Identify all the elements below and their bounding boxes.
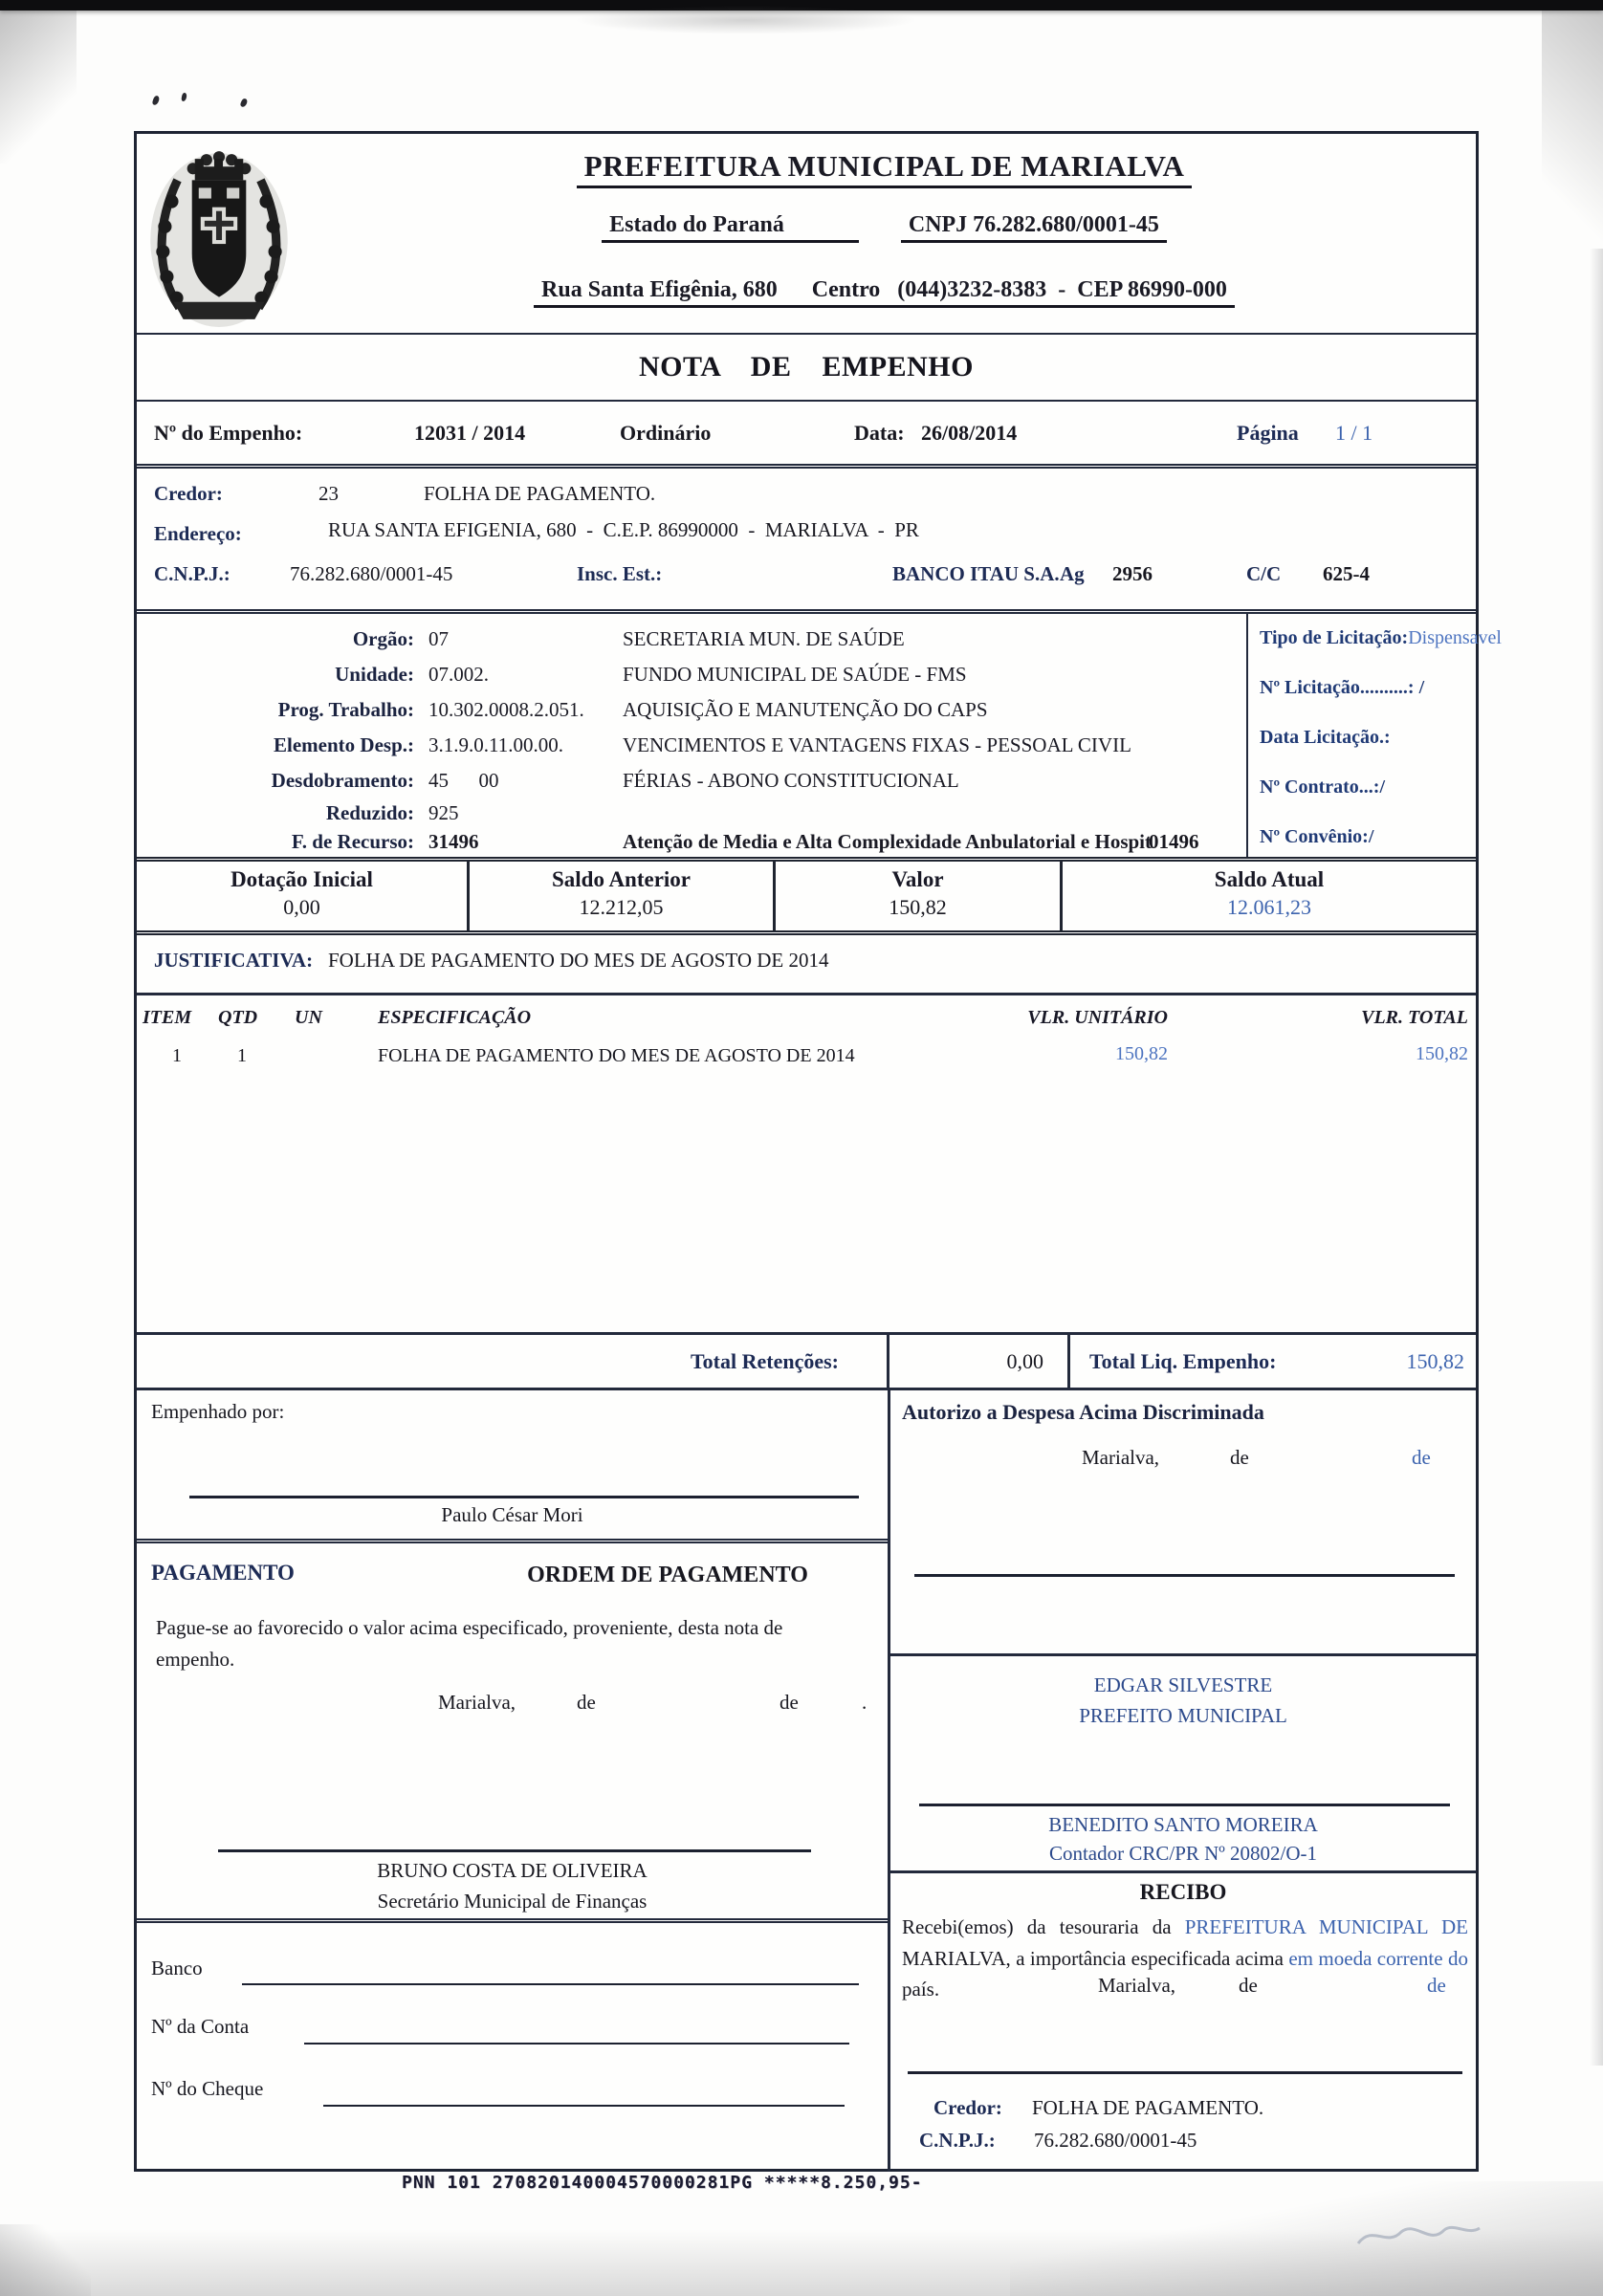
insc-est-label: Insc. Est.: — [577, 562, 663, 585]
agencia-value: 2956 — [1112, 562, 1153, 585]
licitacao-contrato-line: Nº Contrato...:/ — [1260, 776, 1386, 798]
recibo-text-part: Recebi(emos) da tesouraria da — [902, 1915, 1185, 1938]
section-divider — [890, 1870, 1476, 1873]
address-line — [304, 277, 1464, 308]
empenho-date-value: 26/08/2014 — [921, 421, 1018, 445]
ink-speck — [152, 95, 161, 105]
total-retencoes-value: 0,00 — [1006, 1348, 1043, 1373]
prefeito-name: EDGAR SILVESTRE — [1093, 1673, 1273, 1696]
item-number: 1 — [172, 1045, 182, 1066]
dotacao-row-recurso — [137, 830, 1152, 854]
total-liquido-value: 150,82 — [1406, 1348, 1464, 1373]
dotacao-row-desc: AQUISIÇÃO E MANUTENÇÃO DO CAPS — [623, 698, 988, 721]
dotacao-row-code: 45 00 — [428, 769, 499, 792]
banco-field-label: Banco — [151, 1957, 203, 1979]
scan-shadow-topleft — [0, 11, 77, 164]
de-label: de — [1230, 1446, 1249, 1469]
de-label: de — [1427, 1974, 1446, 1997]
credor-code: 23 — [318, 482, 339, 505]
empenho-type: Ordinário — [620, 421, 712, 445]
saldo-label: Saldo Anterior — [551, 867, 692, 891]
pagamento-title: PAGAMENTO — [151, 1561, 295, 1585]
saldo-col-dotacao-inicial — [137, 862, 467, 930]
dotacao-section — [137, 609, 1502, 857]
pague-se-text: Pague-se ao favorecido o valor acima especificado, proveniente, desta nota de empenho. — [156, 1616, 783, 1671]
signature-line — [189, 1496, 859, 1498]
nota-de-empenho-form — [134, 131, 1502, 2172]
recibo-text-part: PREFEITURA MUNICIPAL DE — [1184, 1915, 1468, 1938]
doc-title-band — [137, 333, 1476, 400]
dotacao-row-desc: SECRETARIA MUN. DE SAÚDE — [623, 627, 905, 650]
saldo-col-valor — [773, 862, 1060, 930]
conta-field-label: Nº da Conta — [151, 2015, 250, 2038]
section-divider — [137, 1539, 888, 1543]
dotacao-row-desc: VENCIMENTOS E VANTAGENS FIXAS - PESSOAL CIVIL — [623, 733, 1131, 756]
empenho-number-value: 12031 / 2014 — [414, 421, 526, 445]
item-vlr-unitario: 150,82 — [1115, 1043, 1168, 1064]
state-cnpj-line — [304, 212, 1464, 243]
cheque-field-label: Nº do Cheque — [151, 2077, 264, 2100]
banco-fill-line — [242, 1983, 859, 1985]
ink-speck — [181, 93, 187, 102]
cheque-fill-line — [323, 2105, 845, 2107]
dotacao-row-code: 10.302.0008.2.051. — [428, 698, 584, 721]
saldo-label: Valor — [891, 867, 944, 891]
header-cnpj: CNPJ 76.282.680/0001-45 — [901, 212, 1167, 243]
doc-title: NOTA DE EMPENHO — [639, 351, 974, 383]
recibo-credor-value: FOLHA DE PAGAMENTO. — [1032, 2096, 1264, 2119]
dotacao-row-desc: FUNDO MUNICIPAL DE SAÚDE - FMS — [623, 663, 967, 686]
dotacao-row-label: Reduzido: — [325, 801, 414, 824]
credor-label: Credor: — [154, 482, 223, 505]
signatures-section — [137, 1388, 1476, 2169]
dotacao-row-label: Prog. Trabalho: — [277, 698, 414, 721]
licitacao-column — [1246, 614, 1502, 857]
total-liquido-cell — [1067, 1335, 1476, 1388]
contador-role: Contador CRC/PR Nº 20802/O-1 — [1048, 1842, 1318, 1865]
dotacao-row-desc: FÉRIAS - ABONO CONSTITUCIONAL — [623, 769, 959, 792]
items-table — [137, 993, 1476, 1332]
city-label: Marialva, — [1082, 1446, 1160, 1469]
de-label: de — [780, 1691, 799, 1714]
conta-fill-line — [304, 2043, 849, 2045]
scan-smudge-top — [574, 6, 918, 34]
saldo-label: Dotação Inicial — [231, 867, 373, 891]
signature-line — [908, 2071, 1462, 2074]
col-header-vlr-total: VLR. TOTAL — [1361, 1007, 1468, 1028]
bruno-name: BRUNO COSTA DE OLIVEIRA — [377, 1859, 648, 1882]
totals-row — [137, 1332, 1476, 1388]
de-label: de — [577, 1691, 596, 1714]
header-address: Rua Santa Efigênia, 680 Centro (044)3232-8383 - CEP 86990-000 — [534, 277, 1235, 308]
pagamento-date-line — [137, 1691, 888, 1719]
dotacao-row-desc: Atenção de Media e Alta Complexidade Anbulatorial e Hospit — [623, 830, 1152, 853]
dotacao-row — [137, 769, 959, 793]
empenhado-por-label: Empenhado por: — [151, 1400, 285, 1423]
autorizo-title: Autorizo a Despesa Acima Discriminada — [902, 1400, 1264, 1424]
prefeito-role: PREFEITO MUNICIPAL — [1079, 1704, 1287, 1727]
empenhado-signer-name: Paulo César Mori — [441, 1503, 583, 1526]
recibo-title: RECIBO — [1139, 1880, 1227, 1904]
dotacao-row — [137, 663, 967, 687]
scan-shadow-topright — [1542, 11, 1603, 259]
dotacao-row-label: Unidade: — [335, 663, 414, 686]
col-header-vlr-unitario: VLR. UNITÁRIO — [1027, 1007, 1168, 1028]
dotacao-row — [137, 733, 1131, 757]
page-number-value: 1 / 1 — [1335, 421, 1373, 445]
credor-section — [137, 464, 1476, 609]
dotacao-row — [137, 627, 905, 651]
ink-speck — [240, 98, 249, 108]
prefeitura-title-line — [304, 149, 1464, 188]
total-retencoes-label: Total Retenções: — [691, 1348, 839, 1373]
col-header-qtd: QTD — [218, 1007, 258, 1028]
total-liquido-label: Total Liq. Empenho: — [1089, 1348, 1277, 1373]
justificativa-text: FOLHA DE PAGAMENTO DO MES DE AGOSTO DE 2014 — [328, 949, 829, 972]
banco-name: BANCO ITAU S.A. — [892, 562, 1060, 585]
coat-of-arms-logo — [146, 145, 292, 329]
justificativa-row — [137, 935, 1476, 993]
licitacao-data-line: Data Licitação.: — [1260, 727, 1391, 748]
item-espec: FOLHA DE PAGAMENTO DO MES DE AGOSTO DE 2014 — [378, 1045, 855, 1066]
saldos-table — [137, 857, 1476, 935]
page-number-label: Página — [1237, 421, 1299, 445]
dotacao-row-label: Desdobramento: — [271, 769, 414, 792]
col-header-espec: ESPECIFICAÇÃO — [378, 1007, 532, 1028]
empenho-date-label: Data: — [854, 421, 905, 445]
recibo-cnpj-label: C.N.P.J.: — [919, 2129, 996, 2152]
empenho-info-row — [137, 400, 1476, 464]
credor-name: FOLHA DE PAGAMENTO. — [424, 482, 656, 505]
left-signature-column — [137, 1390, 888, 2172]
autorizo-date-line — [890, 1446, 1479, 1475]
de-label: de — [1412, 1446, 1431, 1469]
dotacao-row-code: 07 — [428, 627, 449, 650]
recibo-text-part: em moeda corrente do — [1288, 1946, 1468, 1970]
recibo-text-part: país. — [902, 1978, 940, 2001]
saldo-value: 12.061,23 — [1227, 895, 1311, 919]
dotacao-row-code: 07.002. — [428, 663, 489, 686]
state-label: Estado do Paraná — [602, 212, 859, 243]
dotacao-row-label: Elemento Desp.: — [274, 733, 414, 756]
cc-value: 625-4 — [1323, 562, 1370, 585]
signature-line — [914, 1574, 1455, 1577]
item-vlr-total: 150,82 — [1416, 1043, 1468, 1064]
de-label: de — [1239, 1974, 1258, 1997]
total-retencoes-cell — [137, 1335, 887, 1388]
saldo-value: 12.212,05 — [579, 895, 664, 919]
licitacao-tipo-value: Dispensavel — [1408, 627, 1502, 648]
credor-cnpj-label: C.N.P.J.: — [154, 562, 231, 585]
dotacao-row-code: 3.1.9.0.11.00.00. — [428, 733, 563, 756]
dotacao-row — [137, 801, 623, 825]
endereco-value: RUA SANTA EFIGENIA, 680 - C.E.P. 86990000 - MARIALVA - PR — [328, 518, 919, 541]
section-divider — [890, 1653, 1476, 1656]
licitacao-num-line: Nº Licitação..........: / — [1260, 677, 1425, 698]
dot-matrix-stamp: PNN 101 270820140004570000281PG *****8.250,95- — [402, 2173, 923, 2193]
total-retencoes-value-cell — [887, 1335, 1067, 1388]
coat-of-arms-icon — [146, 145, 292, 329]
bruno-role: Secretário Municipal de Finanças — [377, 1890, 648, 1913]
ordem-pagamento-title: ORDEM DE PAGAMENTO — [527, 1563, 808, 1587]
dotacao-row-label: Orgão: — [352, 627, 414, 650]
item-qtd: 1 — [237, 1045, 247, 1066]
licitacao-tipo-line — [1260, 627, 1502, 649]
signature-line — [218, 1849, 811, 1852]
city-label: Marialva, — [438, 1691, 516, 1714]
credor-cnpj-value: 76.282.680/0001-45 — [290, 562, 453, 585]
endereco-label: Endereço: — [154, 522, 242, 545]
scan-shadow-right — [1590, 249, 1603, 2066]
dotacao-row-label: F. de Recurso: — [291, 830, 414, 853]
saldo-label: Saldo Atual — [1214, 867, 1325, 891]
col-header-item: ITEM — [143, 1007, 192, 1028]
saldo-value: 150,82 — [889, 895, 947, 919]
right-signature-column — [888, 1390, 1476, 2172]
signature-line — [919, 1804, 1450, 1806]
cc-label: C/C — [1246, 562, 1282, 585]
prefeitura-title: PREFEITURA MUNICIPAL DE MARIALVA — [577, 149, 1193, 188]
saldo-col-saldo-atual — [1060, 862, 1476, 930]
document-header — [137, 134, 1476, 333]
empenho-number-label: Nº do Empenho: — [154, 421, 303, 445]
licitacao-tipo-label: Tipo de Licitação: — [1260, 627, 1409, 648]
pencil-scribble — [1353, 2217, 1497, 2255]
justificativa-label: JUSTIFICATIVA: — [154, 949, 314, 972]
licitacao-convenio-line: Nº Convênio:/ — [1260, 826, 1374, 847]
recibo-text-part: MARIALVA, a importância especificada acima — [902, 1946, 1289, 1970]
saldo-value: 0,00 — [283, 895, 320, 919]
section-divider — [137, 1918, 888, 1923]
contador-name: BENEDITO SANTO MOREIRA — [1048, 1813, 1318, 1836]
col-header-un: UN — [295, 1007, 322, 1028]
period-mark: . — [862, 1691, 867, 1714]
dotacao-row-code: 925 — [428, 801, 459, 824]
dotacao-row — [137, 698, 988, 722]
dotacao-row-code: 31496 — [428, 830, 479, 853]
recurso-extra-code: 01496 — [1149, 830, 1199, 853]
city-label: Marialva, — [1098, 1974, 1176, 1997]
recibo-cnpj-value: 76.282.680/0001-45 — [1034, 2129, 1197, 2152]
recibo-credor-label: Credor: — [933, 2096, 1002, 2119]
saldo-col-saldo-anterior — [467, 862, 773, 930]
agencia-label: Ag — [1060, 562, 1085, 585]
recibo-date-line — [890, 1974, 1479, 2002]
